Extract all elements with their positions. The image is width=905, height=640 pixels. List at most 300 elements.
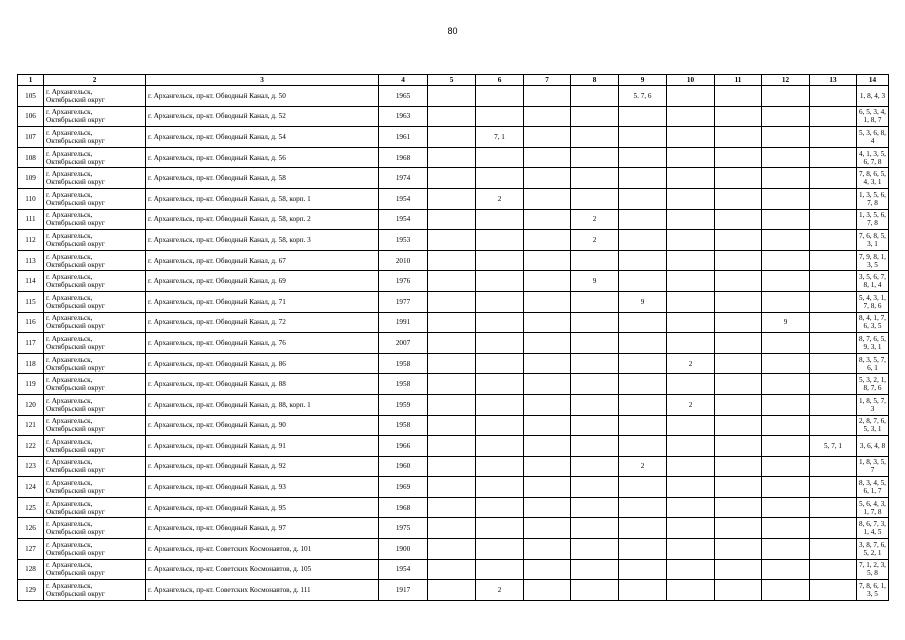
col-11-cell xyxy=(715,147,762,168)
col-14-cell: 1, 8, 5, 7, 3 xyxy=(857,394,889,415)
district-line: г. Архангельск, xyxy=(46,334,93,343)
column-header: 13 xyxy=(810,75,857,86)
col-7-cell xyxy=(524,559,571,580)
district-cell xyxy=(44,230,146,251)
district-line: г. Архангельск, xyxy=(46,128,93,137)
district-line: Октябрьский округ xyxy=(46,239,105,248)
col-5-cell xyxy=(428,250,476,271)
col-7-cell xyxy=(524,456,571,477)
col-14-cell: 1, 8, 4, 3 xyxy=(857,86,889,107)
year-cell: 1960 xyxy=(379,456,428,477)
col-10-cell xyxy=(667,147,715,168)
col-9-cell xyxy=(619,147,667,168)
col-14-cell: 8, 6, 7, 3, 1, 4, 5 xyxy=(857,518,889,539)
col-8-cell xyxy=(571,147,619,168)
address-cell: г. Архангельск, пр-кт. Советских Космонавтов, д. 101 xyxy=(146,539,379,560)
district-line: Октябрьский округ xyxy=(46,445,105,454)
col-14-cell: 7, 6, 8, 5, 3, 1 xyxy=(857,230,889,251)
col-10-cell xyxy=(667,559,715,580)
col-6-cell xyxy=(476,415,524,436)
col-13-cell xyxy=(810,415,857,436)
col-7-cell xyxy=(524,127,571,148)
row-number-cell: 114 xyxy=(18,271,44,292)
address-cell: г. Архангельск, пр-кт. Обводный Канал, д. 69 xyxy=(146,271,379,292)
table-row xyxy=(18,559,889,580)
col-13-cell xyxy=(810,271,857,292)
col-12-cell xyxy=(762,394,810,415)
col-11-cell xyxy=(715,250,762,271)
district-line: г. Архангельск, xyxy=(46,417,93,426)
row-number-cell: 110 xyxy=(18,188,44,209)
col-5-cell xyxy=(428,580,476,601)
col-7-cell xyxy=(524,539,571,560)
col-12-cell xyxy=(762,168,810,189)
col-10-cell xyxy=(667,374,715,395)
col-9-cell: 5. 7, 6 xyxy=(619,86,667,107)
col-11-cell xyxy=(715,291,762,312)
col-8-cell: 2 xyxy=(571,230,619,251)
row-number-cell: 126 xyxy=(18,518,44,539)
col-13-cell: 5, 7, 1 xyxy=(810,436,857,457)
year-cell: 1958 xyxy=(379,353,428,374)
col-13-cell xyxy=(810,106,857,127)
col-5-cell xyxy=(428,477,476,498)
col-12-cell xyxy=(762,539,810,560)
col-6-cell xyxy=(476,497,524,518)
district-line: г. Архангельск, xyxy=(46,355,93,364)
district-line: г. Архангельск, xyxy=(46,499,93,508)
district-cell xyxy=(44,168,146,189)
row-number-cell: 112 xyxy=(18,230,44,251)
col-8-cell xyxy=(571,374,619,395)
district-line: г. Архангельск, xyxy=(46,458,93,467)
col-10-cell xyxy=(667,415,715,436)
row-number-cell: 107 xyxy=(18,127,44,148)
district-cell xyxy=(44,353,146,374)
district-cell xyxy=(44,580,146,601)
district-cell xyxy=(44,559,146,580)
address-cell: г. Архангельск, пр-кт. Обводный Канал, д. 50 xyxy=(146,86,379,107)
col-10-cell xyxy=(667,312,715,333)
col-13-cell xyxy=(810,230,857,251)
district-line: Октябрьский округ xyxy=(46,528,105,537)
row-number-cell: 123 xyxy=(18,456,44,477)
col-14-cell: 8, 7, 6, 5, 9, 3, 1 xyxy=(857,333,889,354)
column-header: 10 xyxy=(667,75,715,86)
district-line: г. Архангельск, xyxy=(46,520,93,529)
col-11-cell xyxy=(715,127,762,148)
col-7-cell xyxy=(524,168,571,189)
district-line: Октябрьский округ xyxy=(46,157,105,166)
col-11-cell xyxy=(715,230,762,251)
col-13-cell xyxy=(810,312,857,333)
col-10-cell xyxy=(667,209,715,230)
district-line: Октябрьский округ xyxy=(46,487,105,496)
col-10-cell xyxy=(667,250,715,271)
col-5-cell xyxy=(428,394,476,415)
col-13-cell xyxy=(810,456,857,477)
year-cell: 1900 xyxy=(379,539,428,560)
col-12-cell xyxy=(762,188,810,209)
col-5-cell xyxy=(428,147,476,168)
district-cell xyxy=(44,333,146,354)
col-9-cell xyxy=(619,312,667,333)
district-cell xyxy=(44,127,146,148)
column-header: 8 xyxy=(571,75,619,86)
col-12-cell xyxy=(762,271,810,292)
col-6-cell xyxy=(476,147,524,168)
col-9-cell xyxy=(619,271,667,292)
col-7-cell xyxy=(524,477,571,498)
table-row xyxy=(18,86,889,107)
table-row xyxy=(18,291,889,312)
col-11-cell xyxy=(715,86,762,107)
year-cell: 1969 xyxy=(379,477,428,498)
col-7-cell xyxy=(524,250,571,271)
col-6-cell xyxy=(476,312,524,333)
col-14-cell: 7, 9, 8, 1, 3, 5 xyxy=(857,250,889,271)
year-cell: 1958 xyxy=(379,374,428,395)
col-7-cell xyxy=(524,188,571,209)
col-10-cell xyxy=(667,168,715,189)
col-10-cell xyxy=(667,518,715,539)
address-cell: г. Архангельск, пр-кт. Обводный Канал, д. 58, корп. 2 xyxy=(146,209,379,230)
column-header: 11 xyxy=(715,75,762,86)
col-8-cell xyxy=(571,539,619,560)
row-number-cell: 108 xyxy=(18,147,44,168)
district-cell xyxy=(44,497,146,518)
district-line: г. Архангельск, xyxy=(46,252,93,261)
col-11-cell xyxy=(715,333,762,354)
col-13-cell xyxy=(810,333,857,354)
col-14-cell: 3, 5, 6, 7, 8, 1, 4 xyxy=(857,271,889,292)
col-6-cell xyxy=(476,559,524,580)
col-12-cell xyxy=(762,86,810,107)
col-10-cell: 2 xyxy=(667,353,715,374)
col-10-cell xyxy=(667,477,715,498)
col-5-cell xyxy=(428,539,476,560)
table-row xyxy=(18,415,889,436)
district-line: г. Архангельск, xyxy=(46,293,93,302)
table-header-row xyxy=(18,75,889,86)
col-12-cell xyxy=(762,291,810,312)
col-5-cell xyxy=(428,168,476,189)
col-6-cell xyxy=(476,353,524,374)
col-13-cell xyxy=(810,353,857,374)
district-line: Октябрьский округ xyxy=(46,590,105,599)
col-7-cell xyxy=(524,86,571,107)
col-6-cell xyxy=(476,230,524,251)
col-10-cell xyxy=(667,580,715,601)
col-9-cell xyxy=(619,188,667,209)
table-row xyxy=(18,436,889,457)
col-7-cell xyxy=(524,291,571,312)
col-5-cell xyxy=(428,127,476,148)
col-13-cell xyxy=(810,374,857,395)
col-7-cell xyxy=(524,106,571,127)
col-10-cell xyxy=(667,86,715,107)
col-6-cell xyxy=(476,271,524,292)
col-5-cell xyxy=(428,271,476,292)
address-cell: г. Архангельск, пр-кт. Советских Космонавтов, д. 111 xyxy=(146,580,379,601)
col-11-cell xyxy=(715,188,762,209)
col-11-cell xyxy=(715,271,762,292)
col-6-cell xyxy=(476,168,524,189)
district-line: Октябрьский округ xyxy=(46,322,105,331)
col-9-cell: 9 xyxy=(619,291,667,312)
col-6-cell xyxy=(476,374,524,395)
district-cell xyxy=(44,188,146,209)
district-line: Октябрьский округ xyxy=(46,198,105,207)
district-line: г. Архангельск, xyxy=(46,437,93,446)
column-header: 9 xyxy=(619,75,667,86)
district-line: г. Архангельск, xyxy=(46,108,93,117)
district-line: г. Архангельск, xyxy=(46,479,93,488)
col-13-cell xyxy=(810,209,857,230)
col-9-cell xyxy=(619,580,667,601)
col-7-cell xyxy=(524,436,571,457)
district-cell xyxy=(44,436,146,457)
column-header: 14 xyxy=(857,75,889,86)
col-5-cell xyxy=(428,209,476,230)
row-number-cell: 128 xyxy=(18,559,44,580)
year-cell: 1954 xyxy=(379,209,428,230)
col-13-cell xyxy=(810,394,857,415)
year-cell: 1968 xyxy=(379,147,428,168)
col-12-cell: 9 xyxy=(762,312,810,333)
district-cell xyxy=(44,415,146,436)
column-header: 5 xyxy=(428,75,476,86)
table-row xyxy=(18,147,889,168)
col-5-cell xyxy=(428,312,476,333)
col-9-cell: 2 xyxy=(619,456,667,477)
table-row xyxy=(18,539,889,560)
col-6-cell xyxy=(476,106,524,127)
col-12-cell xyxy=(762,415,810,436)
col-10-cell xyxy=(667,497,715,518)
row-number-cell: 124 xyxy=(18,477,44,498)
col-14-cell: 7, 8, 6, 5, 4, 3, 1 xyxy=(857,168,889,189)
col-12-cell xyxy=(762,497,810,518)
col-10-cell xyxy=(667,456,715,477)
district-cell xyxy=(44,209,146,230)
col-9-cell xyxy=(619,374,667,395)
register-table xyxy=(17,74,889,601)
col-8-cell xyxy=(571,436,619,457)
col-12-cell xyxy=(762,230,810,251)
col-14-cell: 1, 8, 3, 5, 7 xyxy=(857,456,889,477)
row-number-cell: 121 xyxy=(18,415,44,436)
col-10-cell xyxy=(667,333,715,354)
col-7-cell xyxy=(524,333,571,354)
district-line: Октябрьский округ xyxy=(46,301,105,310)
col-14-cell: 5, 3, 2, 1, 8, 7, 6 xyxy=(857,374,889,395)
col-8-cell xyxy=(571,250,619,271)
address-cell: г. Архангельск, пр-кт. Обводный Канал, д. 56 xyxy=(146,147,379,168)
year-cell: 1974 xyxy=(379,168,428,189)
address-cell: г. Архангельск, пр-кт. Обводный Канал, д. 52 xyxy=(146,106,379,127)
col-12-cell xyxy=(762,147,810,168)
col-5-cell xyxy=(428,291,476,312)
col-12-cell xyxy=(762,106,810,127)
col-6-cell: 2 xyxy=(476,580,524,601)
district-line: г. Архангельск, xyxy=(46,376,93,385)
year-cell: 1954 xyxy=(379,559,428,580)
col-9-cell xyxy=(619,333,667,354)
year-cell: 1959 xyxy=(379,394,428,415)
district-line: г. Архангельск, xyxy=(46,540,93,549)
col-6-cell: 2 xyxy=(476,188,524,209)
col-5-cell xyxy=(428,497,476,518)
col-5-cell xyxy=(428,353,476,374)
district-line: Октябрьский округ xyxy=(46,569,105,578)
address-cell: г. Архангельск, пр-кт. Обводный Канал, д. 54 xyxy=(146,127,379,148)
district-line: г. Архангельск, xyxy=(46,231,93,240)
row-number-cell: 105 xyxy=(18,86,44,107)
district-line: Октябрьский округ xyxy=(46,404,105,413)
table-row xyxy=(18,477,889,498)
district-cell xyxy=(44,250,146,271)
col-12-cell xyxy=(762,250,810,271)
table-row xyxy=(18,168,889,189)
row-number-cell: 120 xyxy=(18,394,44,415)
col-8-cell xyxy=(571,168,619,189)
col-5-cell xyxy=(428,415,476,436)
address-cell: г. Архангельск, пр-кт. Обводный Канал, д. 88 xyxy=(146,374,379,395)
col-14-cell: 3, 6, 4, 8 xyxy=(857,436,889,457)
col-6-cell xyxy=(476,86,524,107)
col-6-cell xyxy=(476,209,524,230)
address-cell: г. Архангельск, пр-кт. Обводный Канал, д. 91 xyxy=(146,436,379,457)
address-cell: г. Архангельск, пр-кт. Обводный Канал, д. 93 xyxy=(146,477,379,498)
col-9-cell xyxy=(619,559,667,580)
col-11-cell xyxy=(715,580,762,601)
year-cell: 1965 xyxy=(379,86,428,107)
col-11-cell xyxy=(715,106,762,127)
col-11-cell xyxy=(715,436,762,457)
col-6-cell xyxy=(476,518,524,539)
year-cell: 2010 xyxy=(379,250,428,271)
district-cell xyxy=(44,477,146,498)
column-header: 7 xyxy=(524,75,571,86)
col-9-cell xyxy=(619,127,667,148)
col-12-cell xyxy=(762,456,810,477)
col-7-cell xyxy=(524,353,571,374)
col-12-cell xyxy=(762,374,810,395)
col-11-cell xyxy=(715,353,762,374)
col-11-cell xyxy=(715,312,762,333)
district-line: Октябрьский округ xyxy=(46,342,105,351)
col-5-cell xyxy=(428,86,476,107)
district-line: г. Архангельск, xyxy=(46,396,93,405)
col-14-cell: 2, 8, 7, 6, 5, 3, 1 xyxy=(857,415,889,436)
col-5-cell xyxy=(428,106,476,127)
col-9-cell xyxy=(619,250,667,271)
col-12-cell xyxy=(762,559,810,580)
row-number-cell: 115 xyxy=(18,291,44,312)
district-line: Октябрьский округ xyxy=(46,507,105,516)
address-cell: г. Архангельск, пр-кт. Обводный Канал, д. 88, корп. 1 xyxy=(146,394,379,415)
district-line: г. Архангельск, xyxy=(46,273,93,282)
district-line: Октябрьский округ xyxy=(46,178,105,187)
table-row xyxy=(18,250,889,271)
district-cell xyxy=(44,271,146,292)
col-8-cell xyxy=(571,456,619,477)
district-line: Октябрьский округ xyxy=(46,425,105,434)
address-cell: г. Архангельск, пр-кт. Обводный Канал, д. 72 xyxy=(146,312,379,333)
table-row xyxy=(18,271,889,292)
col-9-cell xyxy=(619,497,667,518)
table-row xyxy=(18,333,889,354)
col-5-cell xyxy=(428,188,476,209)
table-row xyxy=(18,312,889,333)
col-6-cell: 7, 1 xyxy=(476,127,524,148)
col-13-cell xyxy=(810,86,857,107)
col-8-cell: 9 xyxy=(571,271,619,292)
col-11-cell xyxy=(715,209,762,230)
col-9-cell xyxy=(619,415,667,436)
district-line: г. Архангельск, xyxy=(46,211,93,220)
year-cell: 1917 xyxy=(379,580,428,601)
col-10-cell xyxy=(667,188,715,209)
col-12-cell xyxy=(762,353,810,374)
table-row xyxy=(18,580,889,601)
col-14-cell: 8, 3, 5, 7, 6, 1 xyxy=(857,353,889,374)
col-9-cell xyxy=(619,209,667,230)
col-6-cell xyxy=(476,477,524,498)
district-cell xyxy=(44,86,146,107)
table-row xyxy=(18,209,889,230)
col-6-cell xyxy=(476,436,524,457)
col-12-cell xyxy=(762,477,810,498)
row-number-cell: 111 xyxy=(18,209,44,230)
year-cell: 1966 xyxy=(379,436,428,457)
col-8-cell xyxy=(571,127,619,148)
col-13-cell xyxy=(810,291,857,312)
col-14-cell: 7, 8, 6, 1, 3, 5 xyxy=(857,580,889,601)
district-line: г. Архангельск, xyxy=(46,149,93,158)
district-line: г. Архангельск, xyxy=(46,87,93,96)
col-14-cell: 4, 1, 3, 5, 6, 7, 8 xyxy=(857,147,889,168)
col-5-cell xyxy=(428,456,476,477)
year-cell: 1968 xyxy=(379,497,428,518)
col-7-cell xyxy=(524,271,571,292)
row-number-cell: 113 xyxy=(18,250,44,271)
col-11-cell xyxy=(715,168,762,189)
address-cell: г. Архангельск, пр-кт. Обводный Канал, д. 95 xyxy=(146,497,379,518)
year-cell: 1976 xyxy=(379,271,428,292)
col-6-cell xyxy=(476,539,524,560)
col-8-cell: 2 xyxy=(571,209,619,230)
col-9-cell xyxy=(619,353,667,374)
district-cell xyxy=(44,147,146,168)
row-number-cell: 109 xyxy=(18,168,44,189)
col-6-cell xyxy=(476,291,524,312)
col-13-cell xyxy=(810,580,857,601)
col-10-cell xyxy=(667,127,715,148)
year-cell: 1958 xyxy=(379,415,428,436)
district-line: Октябрьский округ xyxy=(46,363,105,372)
col-13-cell xyxy=(810,168,857,189)
col-12-cell xyxy=(762,333,810,354)
table-row xyxy=(18,456,889,477)
col-14-cell: 8, 3, 4, 5, 6, 1, 7 xyxy=(857,477,889,498)
district-line: Октябрьский округ xyxy=(46,219,105,228)
col-11-cell xyxy=(715,518,762,539)
col-12-cell xyxy=(762,518,810,539)
col-13-cell xyxy=(810,477,857,498)
page-number: 80 xyxy=(447,26,458,36)
